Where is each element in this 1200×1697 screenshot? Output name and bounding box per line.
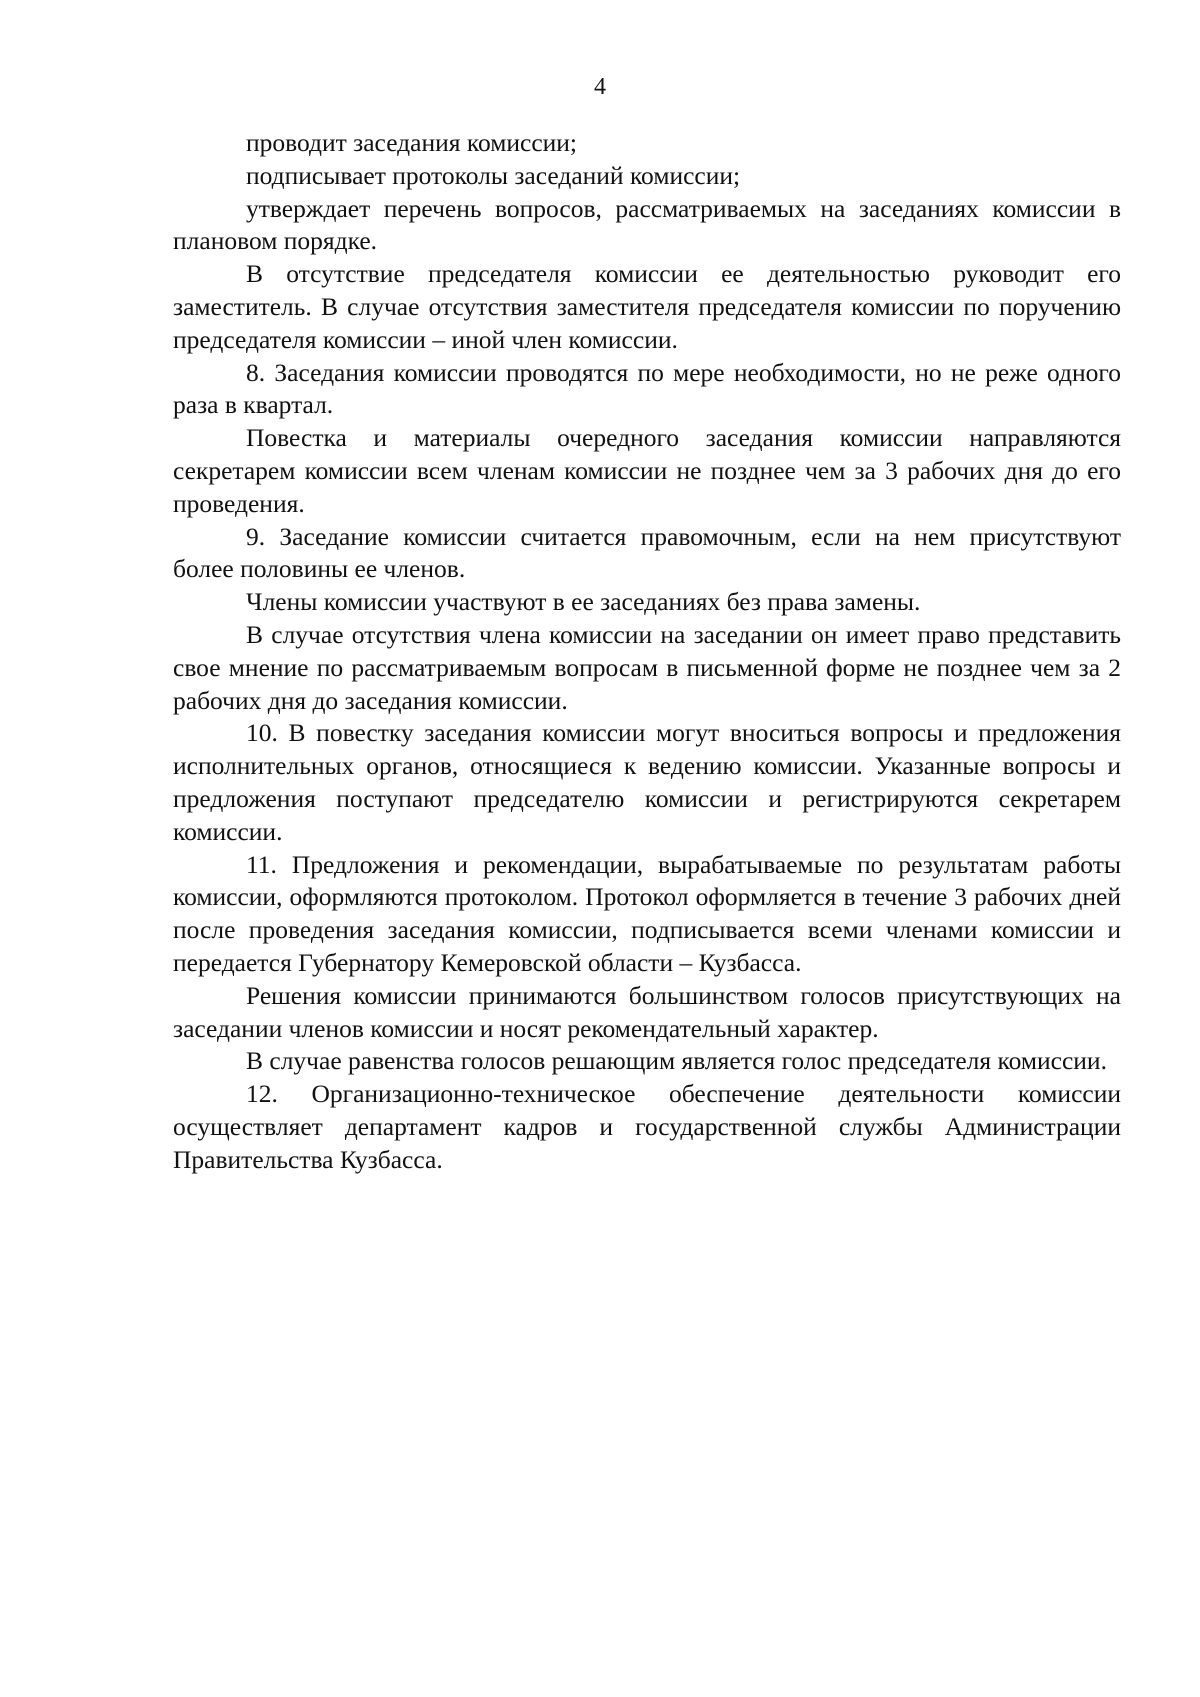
- paragraph: 10. В повестку заседания комиссии могут вноситься вопросы и предложения исполнительных органов, относящиеся к ведению комиссии. Указанные вопросы и предложения поступают председателю комиссии и регистрируются секретарем комиссии.: [173, 718, 1121, 846]
- paragraph: 8. Заседания комиссии проводятся по мере необходимости, но не реже одного раза в квартал.: [173, 357, 1121, 420]
- paragraph: утверждает перечень вопросов, рассматриваемых на заседаниях комиссии в плановом порядке.: [173, 193, 1121, 256]
- page-number: 4: [594, 74, 606, 100]
- paragraph: 9. Заседание комиссии считается правомочным, если на нем присутствуют более половины ее членов.: [173, 521, 1121, 584]
- paragraph: Решения комиссии принимаются большинством голосов присутствующих на заседании членов комиссии и носят рекомендательный характер.: [173, 980, 1121, 1043]
- paragraph: Повестка и материалы очередного заседания комиссии направляются секретарем комиссии всем членам комиссии не позднее чем за 3 рабочих дня до его проведения.: [173, 423, 1121, 518]
- paragraph: 12. Организационно-техническое обеспечение деятельности комиссии осуществляет департамент кадров и государственной службы Администрации Правительства Кузбасса.: [173, 1079, 1121, 1174]
- paragraph: В отсутствие председателя комиссии ее деятельностью руководит его заместитель. В случае отсутствия заместителя председателя комиссии по поручению председателя комиссии – иной член комиссии.: [173, 259, 1121, 354]
- paragraph: В случае равенства голосов решающим является голос председателя комиссии.: [246, 1046, 1107, 1076]
- paragraph: В случае отсутствия члена комиссии на заседании он имеет право представить свое мнение по рассматриваемым вопросам в письменной форме не позднее чем за 2 рабочих дня до заседания комиссии.: [173, 619, 1121, 715]
- paragraph: подписывает протоколы заседаний комиссии;: [246, 160, 741, 190]
- paragraph: проводит заседания комиссии;: [246, 128, 578, 157]
- paragraph: Члены комиссии участвуют в ее заседаниях без права замены.: [246, 587, 921, 617]
- document-body: [173, 127, 1121, 1177]
- paragraph: 11. Предложения и рекомендации, вырабатываемые по результатам работы комиссии, оформляются протоколом. Протокол оформляется в течение 3 рабочих дней после проведения заседания комиссии, подписывается всеми членами комиссии и передается Губернатору Кемеровской области – Кузбасса.: [173, 849, 1121, 977]
